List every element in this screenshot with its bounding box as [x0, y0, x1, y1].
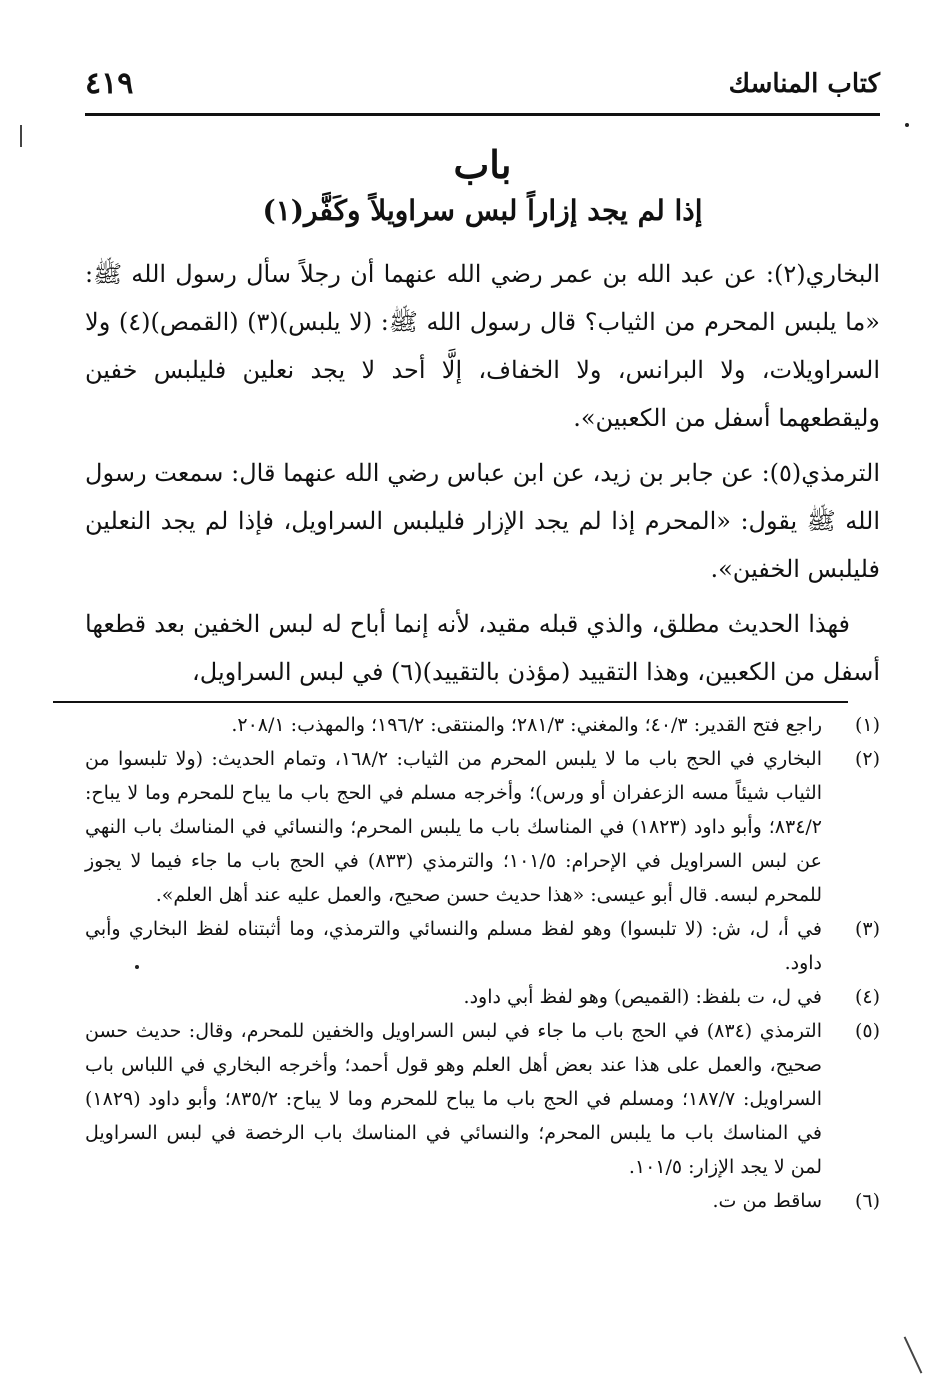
- footnote-marker: (٣): [854, 918, 880, 940]
- footnote-text: الترمذي (٨٣٤) في الحج باب ما جاء في لبس السراويل والخفين للمحرم، وقال: حديث حسن صحيح، والعمل على هذا عند بعض أهل العلم وهو قول أحمد؛ وأخرجه البخاري في اللباس باب السراويل: ١٨٧/٧؛ ومسلم في الحج باب ما يباح للمحرم وما لا يباح: ٨٣٥/٢؛ وأبو داود (١٨٢٩) في المناسك باب ما يلبس المحرم؛ والنسائي في المناسك باب الرخصة في لبس السراويل لمن لا يجد الإزار: ١٠١/٥.: [85, 1020, 822, 1178]
- page-number: ٤١٩: [85, 66, 134, 101]
- footnote-rule: [53, 701, 848, 703]
- footnote-marker: (٦): [854, 1190, 880, 1212]
- header-rule: [85, 113, 880, 116]
- chapter-label: باب: [453, 142, 512, 187]
- footnote-marker: (٥): [854, 1020, 880, 1042]
- footnote-text: في أ، ل، ش: (لا تلبسوا) وهو لفظ مسلم والنسائي والترمذي، وما أثبتناه لفظ البخاري وأبي داود.: [85, 918, 822, 974]
- footnote-text: البخاري في الحج باب ما لا يلبس المحرم من الثياب: ١٦٨/٢، وتمام الحديث: (ولا تلبسوا من الثياب شيئاً مسه الزعفران أو ورس)؛ وأخرجه مسلم في الحج باب ما يباح للمحرم وما لا يباح: ٨٣٤/٢؛ وأبو داود (١٨٢٣) في المناسك باب ما يلبس المحرم؛ والنسائي في المناسك باب النهي عن لبس السراويل في الإحرام: ١٠١/٥؛ والترمذي (٨٣٣) في الحج باب ما جاء فيما لا يجوز للمحرم لبسه. قال أبو عيسى: «هذا حديث حسن صحيح، والعمل عليه عند أهل العلم».: [85, 748, 823, 906]
- scan-speck: [135, 965, 139, 969]
- chapter-heading: [85, 140, 880, 232]
- paragraph-bukhari: البخاري(٢): عن عبد الله بن عمر رضي الله عنهما أن رجلاً سأل رسول الله ﷺ: «ما يلبس المحرم من الثياب؟ قال رسول الله ﷺ: (لا يلبس)(٣) (القمص)(٤) ولا السراويلات، ولا البرانس، ولا الخفاف، إلَّا أحد لا يجد نعلين فليلبس خفين وليقطعهما أسفل من الكعبين».: [85, 260, 880, 432]
- scan-speck: [905, 123, 909, 127]
- main-text: [85, 250, 880, 703]
- scan-edge-mark: [904, 1336, 923, 1373]
- footnote-marker: (١): [854, 714, 880, 736]
- chapter-title: إذا لم يجد إزاراً لبس سراويلاً وكَفَّر(١): [262, 194, 703, 227]
- paragraph-tirmidhi: الترمذي(٥): عن جابر بن زيد، عن ابن عباس رضي الله عنهما قال: سمعت رسول الله ﷺ يقول: «المحرم إذا لم يجد الإزار فليلبس السراويل، فإذا لم يجد النعلين فليلبس الخفين».: [85, 459, 880, 583]
- footnote: [85, 1014, 880, 1184]
- scan-edge-mark: [20, 125, 22, 147]
- footnote: [85, 708, 880, 742]
- footnote: [85, 912, 880, 980]
- page-header: [85, 66, 880, 106]
- footnote-text: ساقط من ت.: [712, 1190, 822, 1212]
- footnote-text: راجع فتح القدير: ٤٠/٣؛ والمغني: ٢٨١/٣؛ والمنتقى: ١٩٦/٢؛ والمهذب: ٢٠٨/١.: [231, 714, 822, 736]
- footnote: [85, 980, 880, 1014]
- footnote: [85, 1184, 880, 1218]
- paragraph-commentary: فهذا الحديث مطلق، والذي قبله مقيد، لأنه إنما أباح له لبس الخفين بعد قطعها أسفل من الكعبين، وهذا التقييد (مؤذن بالتقييد)(٦) في لبس السراويل،: [85, 610, 880, 686]
- footnote: [85, 742, 880, 912]
- footnote-marker: (٤): [854, 986, 880, 1008]
- running-title: كتاب المناسك: [728, 69, 880, 99]
- footnotes: [85, 708, 880, 1218]
- footnote-text: في ل، ت بلفظ: (القميص) وهو لفظ أبي داود.: [463, 986, 822, 1008]
- footnote-marker: (٢): [854, 748, 880, 770]
